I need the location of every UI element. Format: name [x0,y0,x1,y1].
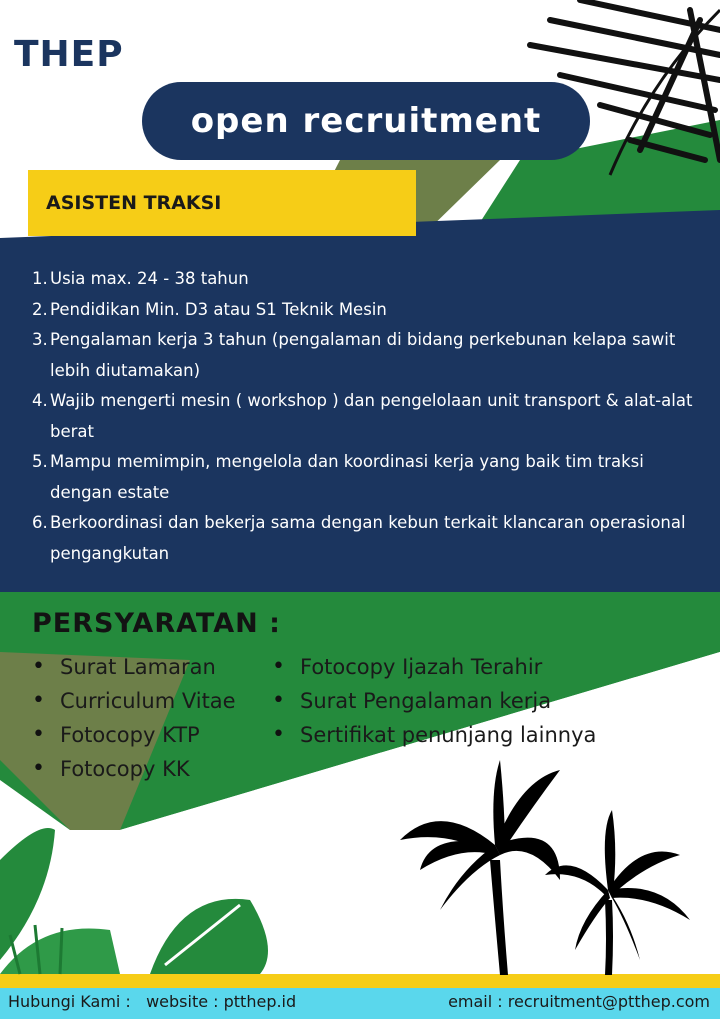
requirement-item: 2. Pendidikan Min. D3 atau S1 Teknik Mesin [32,299,387,319]
persyaratan-heading: PERSYARATAN : [32,608,281,639]
position-title: ASISTEN TRAKSI [46,192,222,214]
requirement-item: 1. Usia max. 24 - 38 tahun [32,269,249,288]
requirement-item: 3. Pengalaman kerja 3 tahun (pengalaman di bidang perkebunan kelapa sawit lebih diutamakan) [32,330,676,380]
document-item: • Fotocopy KTP [32,718,236,752]
position-label-box [28,170,416,236]
requirement-item: 4. Wajib mengerti mesin ( workshop ) dan pengelolaan unit transport & alat-alat berat [32,391,693,441]
brand-logo: THEP [14,34,124,75]
footer-email[interactable]: email : recruitment@ptthep.com [448,992,710,1011]
document-item: • Fotocopy KK [32,752,236,786]
documents-list-left [32,650,236,786]
banner-title: open recruitment [190,101,542,141]
document-item: • Curriculum Vitae [32,684,236,718]
footer-top-strip [0,974,720,988]
recruitment-banner [142,82,590,160]
document-item: • Sertifikat penunjang lainnya [272,718,596,752]
requirements-list [28,264,698,569]
footer-contact-website[interactable]: Hubungi Kami : website : ptthep.id [8,992,297,1011]
requirement-item: 5. Mampu memimpin, mengelola dan koordinasi kerja yang baik tim traksi dengan estate [32,452,644,502]
document-item: • Surat Pengalaman kerja [272,684,596,718]
document-item: • Fotocopy Ijazah Terahir [272,650,596,684]
documents-list-right [272,650,596,752]
requirement-item: 6. Berkoordinasi dan bekerja sama dengan kebun terkait klancaran operasional pengangkutan [32,513,686,563]
document-item: • Surat Lamaran [32,650,236,684]
